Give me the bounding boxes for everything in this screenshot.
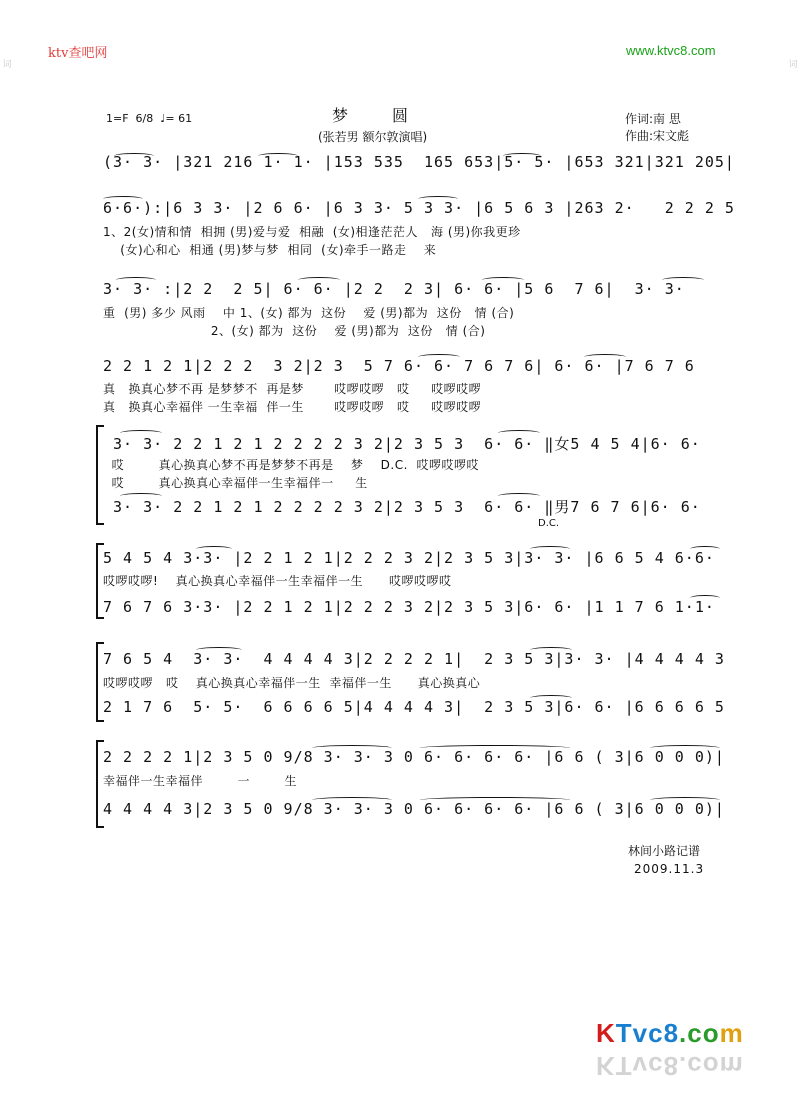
tie-arc [420,745,570,751]
tie-arc [503,153,541,159]
performer-subtitle: (张若男 额尔敦演唱) [318,130,428,144]
dc-marking: D.C. [538,518,560,529]
tie-arc [114,153,154,159]
transcriber-credit: 林间小路记谱 [628,844,701,858]
tie-arc [584,354,626,360]
lyric-line-2b: 2、(女) 都为 这份 爱 (男)都为 这份 情 (合) [103,324,486,338]
tie-arc [662,277,704,283]
transcription-date: 2009.11.3 [634,862,705,876]
score-line-4-male: 3· 3· 2 2 1 2 1 2 2 2 2 3 2|2 3 5 3 6· 6· ‖男7 6 7 6|6· 6· [103,498,701,516]
tie-arc [196,546,232,552]
tie-arc [418,196,458,202]
key-tempo-marking: 1=F 6/8 ♩= 61 [106,112,193,125]
tie-arc [120,430,162,436]
lyric-line-2a: 重 (男) 多少 风雨 中 1、(女) 都为 这份 爱 (男)都为 这份 情 (合) [103,306,515,320]
tie-arc [530,647,572,653]
tie-arc [530,695,572,701]
tie-arc [498,493,540,499]
score-line-intro: (3· 3· |321 216 1· 1· |153 535 165 653|5· 5· |653 321|321 205| [103,153,735,171]
tie-arc [650,745,720,751]
tie-arc [690,595,720,601]
edge-watermark-right: 词 [788,60,798,70]
composer-credit: 作曲:宋文彪 [625,129,690,143]
ktvc8-logo-reflection: KTvc8.com [596,1051,744,1081]
tie-arc [312,797,392,803]
lyric-line-4b: 哎 真心换真心幸福伴一生幸福伴一 生 [103,476,368,490]
score-line-2: 3· 3· :|2 2 2 5| 6· 6· |2 2 2 3| 6· 6· |5 6 7 6| 3· 3· [103,280,685,298]
tie-arc [530,546,570,552]
ktvc8-logo: KTvc8.com [596,1018,744,1048]
lyric-line-6: 哎啰哎啰 哎 真心换真心幸福伴一生 幸福伴一生 真心换真心 [103,676,481,690]
site-watermark-right: www.ktvc8.com [626,43,716,58]
score-line-5-upper: 5 4 5 4 3·3· |2 2 1 2 1|2 2 2 3 2|2 3 5 3|3· 3· |6 6 5 4 6·6· [103,549,715,567]
edge-watermark-left: 词 [2,60,12,70]
tie-arc [298,277,340,283]
tie-arc [116,277,156,283]
site-watermark-left: ktv查吧网 [48,46,108,61]
tie-arc [258,153,298,159]
score-line-6-lower: 2 1 7 6 5· 5· 6 6 6 6 5|4 4 4 4 3| 2 3 5 3|6· 6· |6 6 6 6 5 [103,698,725,716]
lyric-line-7: 幸福伴一生幸福伴 一 生 [103,774,298,788]
lyric-line-4a: 哎 真心换真心梦不再是梦梦不再是 梦 D.C. 哎啰哎啰哎 [103,458,480,472]
lyric-line-1a: 1、2(女)情和情 相拥 (男)爱与爱 相融 (女)相逢茫茫人 海 (男)你我更珍 [103,225,521,239]
tie-arc [690,546,720,552]
tie-arc [418,354,460,360]
lyric-line-3a: 真 换真心梦不再 是梦梦不 再是梦 哎啰哎啰 哎 哎啰哎啰 [103,382,482,396]
tie-arc [196,647,242,653]
lyric-line-5: 哎啰哎啰! 真心换真心幸福伴一生幸福伴一生 哎啰哎啰哎 [103,574,452,588]
lyric-line-3b: 真 换真心幸福伴 一生幸福 伴一生 哎啰哎啰 哎 哎啰哎啰 [103,400,482,414]
lyricist-credit: 作词:南 思 [625,112,681,126]
tie-arc [312,745,392,751]
score-line-5-lower: 7 6 7 6 3·3· |2 2 1 2 1|2 2 2 3 2|2 3 5 3|6· 6· |1 1 7 6 1·1· [103,598,715,616]
tie-arc [103,196,143,202]
tie-arc [120,493,162,499]
tie-arc [482,277,524,283]
song-title: 梦圆 [332,106,453,125]
score-line-7-upper: 2 2 2 2 1|2 3 5 0 9/8 3· 3· 3 0 6· 6· 6· 6· |6 6 ( 3|6 0 0 0)| [103,748,725,766]
score-line-6-upper: 7 6 5 4 3· 3· 4 4 4 4 3|2 2 2 2 1| 2 3 5 3|3· 3· |4 4 4 4 3 [103,650,725,668]
tie-arc [498,430,540,436]
score-line-3: 2 2 1 2 1|2 2 2 3 2|2 3 5 7 6· 6· 7 6 7 6| 6· 6· |7 6 7 6 [103,357,695,375]
lyric-line-1b: (女)心和心 相通 (男)梦与梦 相同 (女)牵手一路走 来 [103,243,437,257]
score-line-1: 6·6·):|6 3 3· |2 6 6· |6 3 3· 5 3 3· |6 5 6 3 |263 2· 2 2 2 5 [103,199,735,217]
score-line-4-female: 3· 3· 2 2 1 2 1 2 2 2 2 3 2|2 3 5 3 6· 6· ‖女5 4 5 4|6· 6· [103,435,701,453]
score-line-7-lower: 4 4 4 4 3|2 3 5 0 9/8 3· 3· 3 0 6· 6· 6· 6· |6 6 ( 3|6 0 0 0)| [103,800,725,818]
tie-arc [420,797,570,803]
tie-arc [650,797,720,803]
